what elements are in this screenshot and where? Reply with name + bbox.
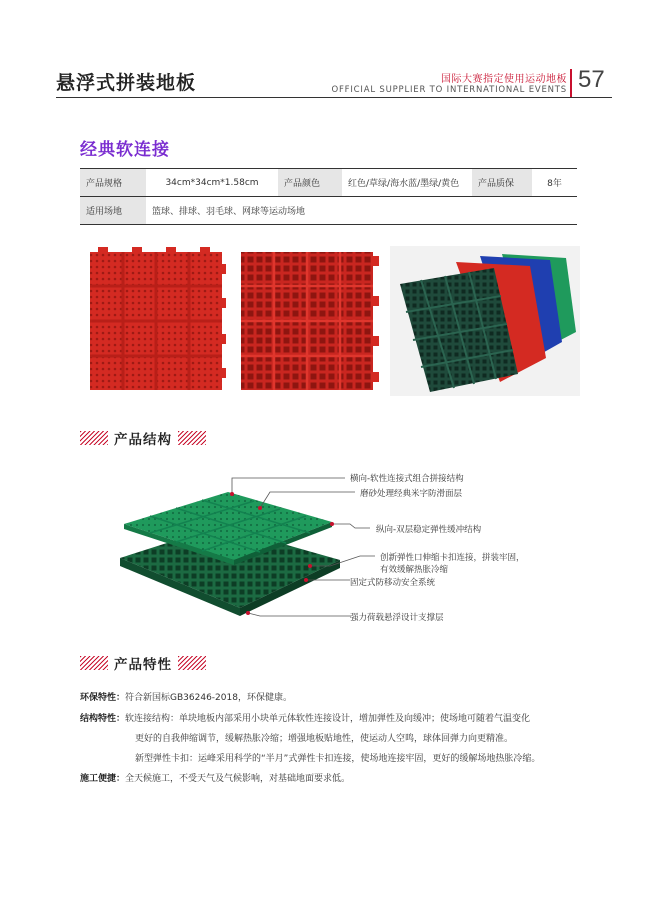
spec-label-size: 产品规格 <box>80 169 146 197</box>
feature-label: 环保特性： <box>80 693 126 703</box>
spec-label-warranty: 产品质保 <box>472 169 532 197</box>
header-rule <box>56 97 612 98</box>
structure-heading-text: 产品结构 <box>114 432 172 448</box>
callout-horizontal-soft-link: 横向-软性连接式组合拼接结构 <box>350 474 464 484</box>
feature-text: 全天候施工，不受天气及气候影响，对基础地面要求低。 <box>125 774 351 784</box>
feature-label: 结构特性： <box>80 714 126 724</box>
callout-anti-move-system: 固定式防移动安全系统 <box>350 578 436 588</box>
features-heading-text: 产品特性 <box>114 657 172 673</box>
spec-label-color: 产品颜色 <box>278 169 342 197</box>
feature-text: 新型弹性卡扣：运峰采用科学的“半月”式弹性卡扣连接，使场地连接牢固，更好的缓解场地热胀冷缩。 <box>135 754 541 764</box>
feature-line <box>80 711 530 724</box>
page-number: 57 <box>578 66 605 93</box>
feature-text: 更好的自我伸缩调节，缓解热胀冷缩；增强地板贴地性，使运动人空鸣，球体回弹力向更精准。 <box>135 734 514 744</box>
feature-line <box>135 731 513 744</box>
red-tile-bottom-photo <box>237 246 380 396</box>
structure-diagram <box>110 468 590 628</box>
callout-support-layer: 强力荷载悬浮设计支撑层 <box>350 613 444 623</box>
callout-antislip-surface: 磨砂处理经典米字防滑面层 <box>360 489 463 499</box>
callout-elastic-buckle-1: 创新弹性口伸缩卡扣连接，拼装牢固， <box>380 553 525 563</box>
spec-table <box>80 168 577 225</box>
spec-value-color: 红色/草绿/海水蓝/墨绿/黄色 <box>348 179 460 189</box>
hatch-decoration <box>178 656 206 670</box>
feature-text: 符合新国标GB36246-2018，环保健康。 <box>125 693 292 703</box>
hatch-decoration <box>178 431 206 445</box>
callout-vertical-buffer: 纵向-双层稳定弹性缓冲结构 <box>376 525 482 535</box>
feature-label: 施工便捷： <box>80 774 126 784</box>
header-subtitle-en: OFFICIAL SUPPLIER TO INTERNATIONAL EVENTS <box>331 85 567 95</box>
callout-elastic-buckle-2: 有效缓解热胀冷缩 <box>380 565 449 575</box>
feature-text: 软连接结构：单块地板内部采用小块单元体软性连接设计，增加弹性及向缓冲；使场地可随着气温变化 <box>125 714 531 724</box>
spec-value-warranty: 8年 <box>547 179 562 189</box>
page-header-title: 悬浮式拼装地板 <box>56 72 197 94</box>
hatch-decoration <box>80 656 108 670</box>
feature-line <box>80 690 292 703</box>
structure-heading <box>80 428 206 448</box>
red-tile-top-photo <box>88 246 226 396</box>
header-divider <box>570 69 572 97</box>
stacked-tiles-photo <box>390 246 580 396</box>
header-subtitle-cn: 国际大赛指定使用运动地板 <box>441 74 567 85</box>
feature-line <box>135 751 540 764</box>
spec-value-size: 34cm*34cm*1.58cm <box>165 177 259 188</box>
feature-line <box>80 771 350 784</box>
spec-row <box>80 169 577 197</box>
section-title: 经典软连接 <box>80 140 170 160</box>
spec-label-usage: 适用场地 <box>80 197 146 225</box>
spec-value-usage: 篮球、排球、羽毛球、网球等运动场地 <box>152 207 306 217</box>
features-heading <box>80 653 206 673</box>
spec-row <box>80 197 577 225</box>
hatch-decoration <box>80 431 108 445</box>
